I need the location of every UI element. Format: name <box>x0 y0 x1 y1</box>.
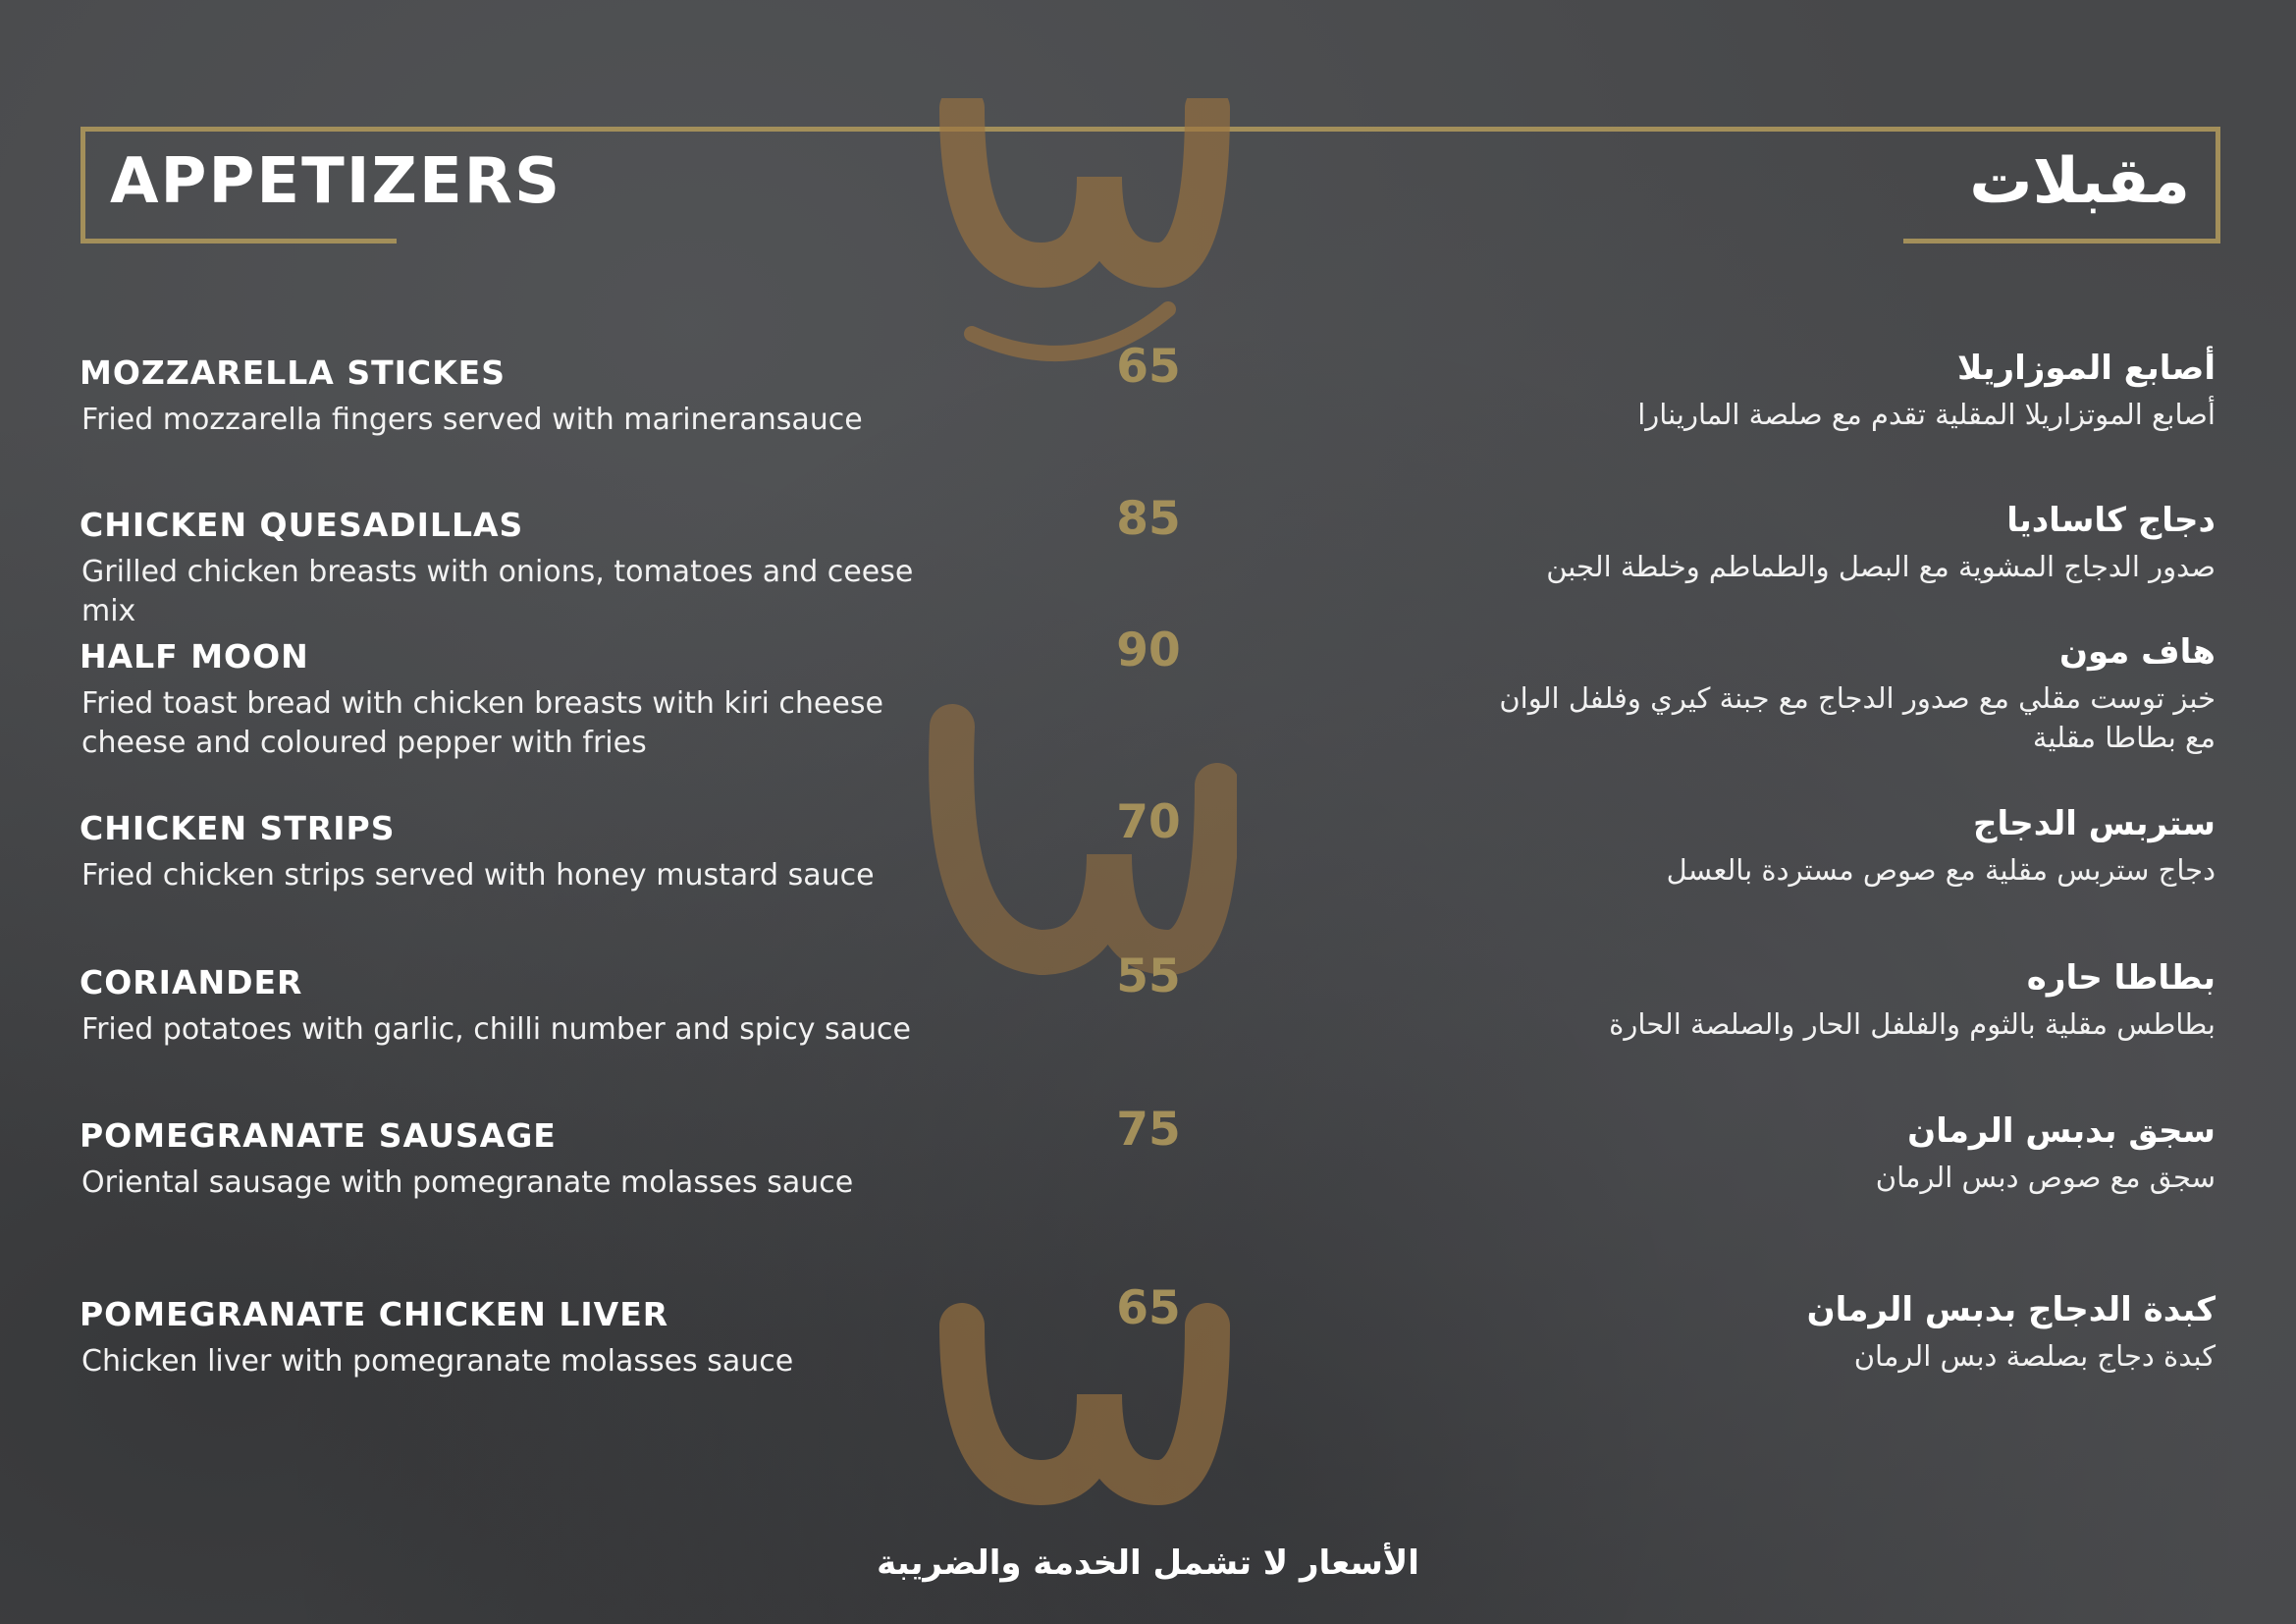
item-price: 75 <box>1116 1103 1181 1157</box>
menu-item <box>0 949 2296 1089</box>
item-description-arabic: كبدة دجاج بصلصة دبس الرمان <box>1853 1339 2216 1373</box>
item-description-english: Oriental sausage with pomegranate molasses sauce <box>81 1165 854 1200</box>
menu-item <box>0 1281 2296 1421</box>
menu-item <box>0 623 2296 763</box>
menu-item <box>0 492 2296 631</box>
item-name-arabic: كبدة الدجاج بدبس الرمان <box>1806 1290 2216 1329</box>
header-frame-left <box>80 127 85 241</box>
item-name-english: MOZZARELLA STICKES <box>80 353 506 392</box>
menu-item <box>0 1103 2296 1242</box>
item-name-english: CORIANDER <box>80 963 303 1001</box>
item-price: 65 <box>1116 340 1181 394</box>
item-description-arabic: دجاج ستربس مقلية مع صوص مستردة بالعسل <box>1666 853 2216 887</box>
item-price: 85 <box>1116 492 1181 546</box>
item-description-english: Fried toast bread with chicken breasts with kiri cheese cheese and coloured pepper with fries <box>81 686 883 760</box>
item-description-arabic: سجق مع صوص دبس الرمان <box>1875 1161 2216 1194</box>
item-name-arabic: ستربس الدجاج <box>1973 804 2216 843</box>
item-name-arabic: أصابع الموزاريلا <box>1956 349 2216 388</box>
section-title-arabic: مقبلات <box>1969 145 2190 218</box>
item-name-english: POMEGRANATE SAUSAGE <box>80 1116 557 1155</box>
header-frame-right <box>2216 127 2220 243</box>
item-name-arabic: سجق بدبس الرمان <box>1907 1111 2216 1151</box>
item-price: 90 <box>1116 623 1181 677</box>
item-description-english: Fried mozzarella fingers served with marineransauce <box>81 403 863 437</box>
item-name-arabic: دجاج كاساديا <box>2006 501 2216 540</box>
item-name-english: CHICKEN STRIPS <box>80 809 396 847</box>
item-price: 55 <box>1116 949 1181 1003</box>
title-underline-left <box>80 239 397 244</box>
item-description-english: Fried chicken strips served with honey mustard sauce <box>81 858 875 893</box>
item-description-arabic: بطاطس مقلية بالثوم والفلفل الحار والصلصة الحارة <box>1609 1007 2216 1041</box>
section-title-english: APPETIZERS <box>110 145 562 218</box>
item-name-arabic: بطاطا حاره <box>2026 958 2216 998</box>
prices-disclaimer: الأسعار لا تشمل الخدمة والضريبة <box>877 1543 1419 1583</box>
item-name-arabic: هاف مون <box>2058 632 2216 672</box>
item-name-english: CHICKEN QUESADILLAS <box>80 506 524 544</box>
item-description-arabic: صدور الدجاج المشوية مع البصل والطماطم وخلطة الجبن <box>1546 550 2216 583</box>
item-price: 65 <box>1116 1281 1181 1335</box>
item-description-english: Fried potatoes with garlic, chilli number and spicy sauce <box>81 1012 911 1047</box>
menu-item <box>0 795 2296 935</box>
menu-item <box>0 340 2296 479</box>
item-description-english: Grilled chicken breasts with onions, tomatoes and ceese mix <box>81 555 914 628</box>
title-underline-right <box>1903 239 2220 244</box>
item-name-english: HALF MOON <box>80 637 309 676</box>
item-name-english: POMEGRANATE CHICKEN LIVER <box>80 1295 669 1333</box>
item-description-english: Chicken liver with pomegranate molasses sauce <box>81 1344 794 1379</box>
header-frame-top <box>80 127 2220 132</box>
item-price: 70 <box>1116 795 1181 849</box>
item-description-arabic: خبز توست مقلي مع صدور الدجاج مع جبنة كيري وفلفل الوان مع بطاطا مقلية <box>1499 681 2216 754</box>
item-description-arabic: أصابع الموتزاريلا المقلية تقدم مع صلصة المارينارا <box>1637 398 2216 431</box>
